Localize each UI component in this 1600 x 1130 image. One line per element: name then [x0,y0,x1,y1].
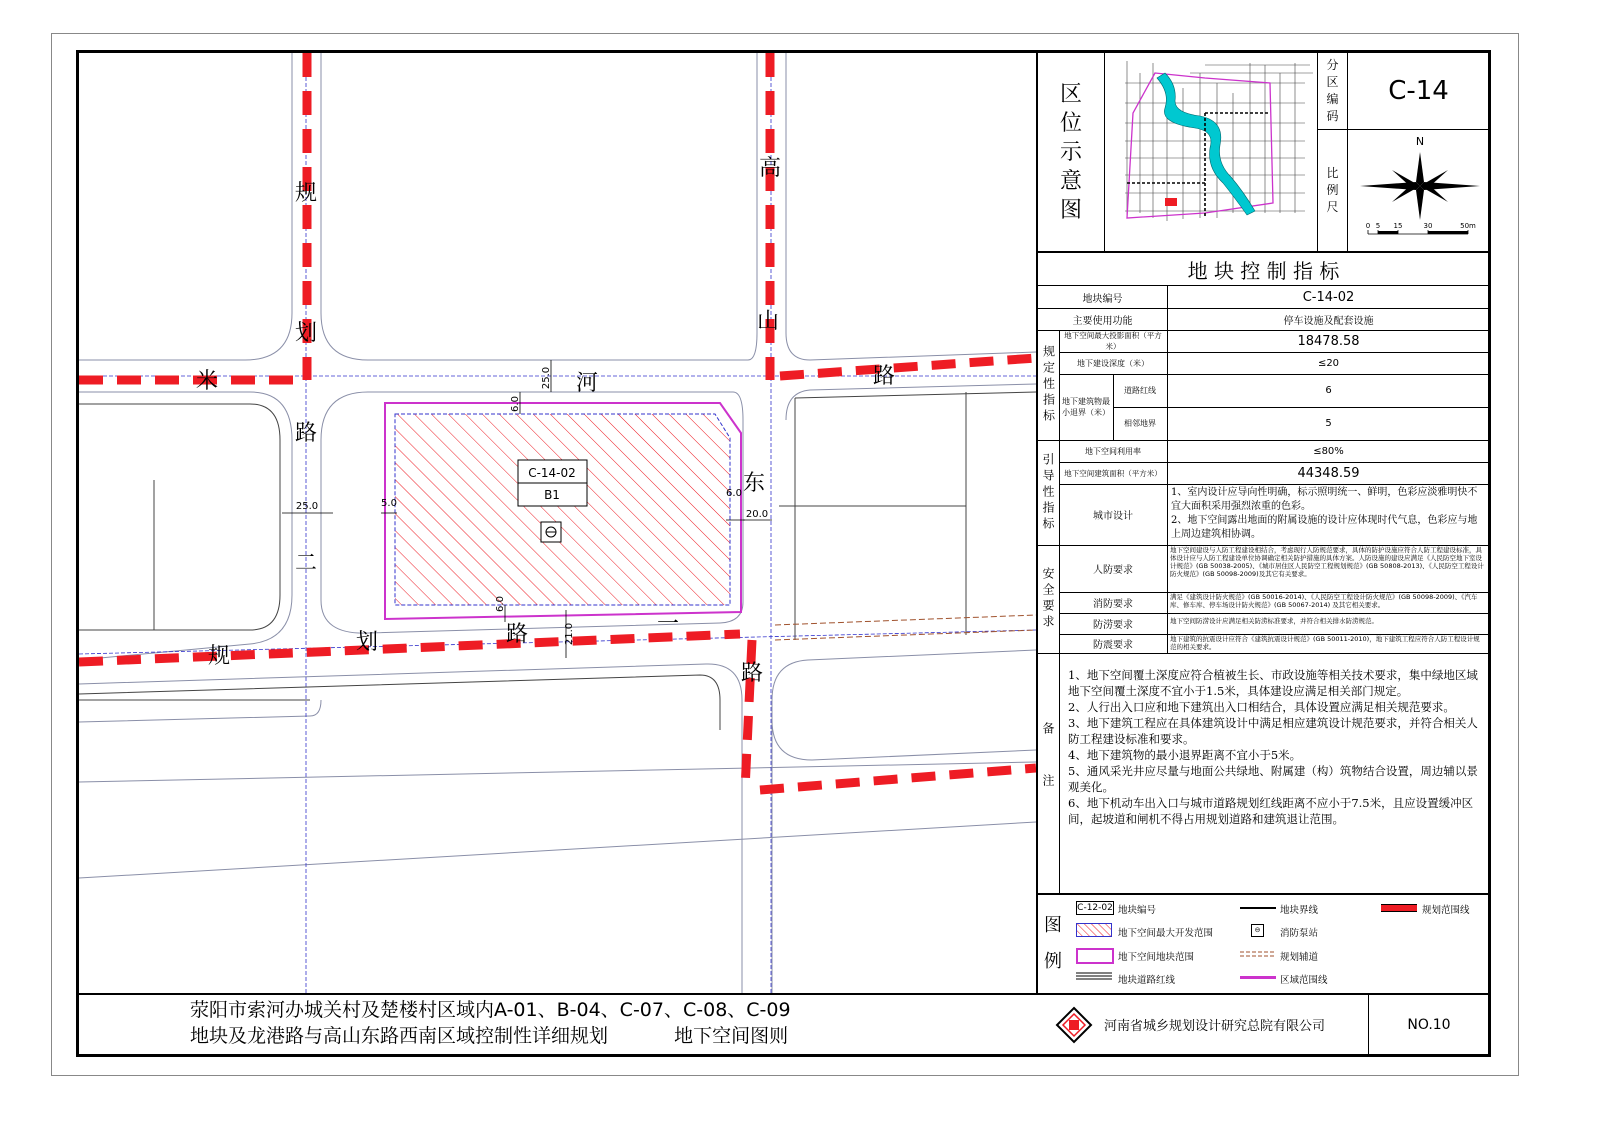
title-line-2 [190,1023,1030,1049]
title-line-2-suffix: 地下空间图则 [674,1025,789,1047]
company-block [1038,995,1368,1054]
legend-max-dev: 地下空间最大开发范围 [1118,928,1214,939]
road-label-er: 二 [294,551,318,576]
road-label-he: 河 [575,371,599,396]
road-label-gui-1: 规 [294,181,318,206]
urban-design-label: 城市设计 [1093,511,1133,522]
floor-area-label: 地下空间建筑面积（平方米） [1064,468,1162,478]
legend-boundary: 地块界线 [1280,905,1319,916]
svg-text:0: 0 [1365,222,1371,230]
legend-region: 区域范围线 [1280,975,1328,986]
road-label-lu-3: 路 [740,661,764,686]
road-label-gao: 高 [758,156,782,181]
use-value: 停车设施及配套设施 [1283,315,1374,327]
zone-code-value: C-14 [1348,53,1489,130]
svg-text:5: 5 [1375,222,1381,230]
road-label-hua-2: 划 [355,630,379,655]
legend-plot-range-icon [1076,948,1114,964]
floor-area-value: 44348.59 [1297,465,1360,481]
legend-plot-code-sample: C-12-02 [1077,903,1113,913]
dim-bottom-21: 21.0 [564,622,575,646]
title-block [190,997,1030,1049]
setback-label: 地下建筑物最小退界（米） [1062,397,1110,417]
zone-code-label: 分 区 编 码 [1318,53,1348,130]
scale-label: 比 例 尺 [1318,130,1348,251]
plot-use-label: B1 [544,488,560,502]
road-label-mi: 米 [195,369,219,394]
location-title: 区 位 示 意 图 [1038,53,1105,251]
max-development-area [395,414,730,605]
note-item: 2、人行出入口应和地下建筑出入口相结合，具体设置应满足相关规范要求。 [1068,700,1455,714]
legend-road-red: 地块道路红线 [1118,975,1176,986]
area-label: 地下空间最大投影面积（平方米） [1064,331,1162,351]
dim-top-6: 6.0 [510,396,521,412]
flood-text: 地下空间防涝设计应满足相关防涝标准要求，并符合相关排水防涝规范。 [1170,617,1378,625]
use-label: 主要使用功能 [1072,315,1133,327]
legend-title: 图 例 [1044,915,1062,972]
legend-plan-range: 规划范围线 [1422,905,1470,916]
fire-label: 消防要求 [1093,599,1133,610]
legend-aux-road-icon [1240,950,1276,958]
legend-plot-range: 地下空间地块范围 [1118,952,1195,963]
sheet-number: NO.10 [1407,1016,1451,1033]
utilization-label: 地下空间利用率 [1085,446,1141,456]
group-notes: 备注 [1041,721,1055,826]
legend-aux-road: 规划辅道 [1280,952,1319,963]
depth-label: 地下建设深度（米） [1077,358,1149,368]
notes-list [1068,667,1478,889]
utilization-value: ≤80% [1313,445,1344,457]
note-item: 4、地下建筑物的最小退界距离不宜小于5米。 [1068,748,1302,762]
legend-plan-range-icon [1381,904,1417,912]
quake-text: 地下建筑的抗震设计应符合《建筑抗震设计规范》(GB 50011-2010)，地下建筑工程应符合人防工程设计规范的相关要求。 [1170,635,1480,651]
aux-roads [775,615,1036,640]
legend [1068,895,1489,993]
legend-max-dev-icon [1076,923,1112,937]
location-map-svg [1105,53,1317,251]
svg-text:50m: 50m [1460,222,1476,230]
depth-value: ≤20 [1317,357,1340,369]
road-label-lu-4: 路 [872,364,896,389]
road-label-dong: 东 [742,471,766,496]
legend-road-red-icon [1076,971,1112,981]
plot-no-label: 地块编号 [1082,293,1123,305]
note-item: 6、地下机动车出入口与城市道路规划红线距离不应小于7.5米，且应设置缓冲区间，起坡道和闸机不得占用规划道路和建筑退让范围。 [1068,796,1474,826]
svg-text:15: 15 [1393,222,1403,230]
company-logo-icon [1054,1005,1094,1045]
note-item: 3、地下建筑工程应在具体建筑设计中满足相应建筑设计规范要求，并符合相关人防工程建设标准和要求。 [1068,716,1478,746]
svg-text:30: 30 [1423,222,1433,230]
company-name: 河南省城乡规划设计研究总院有限公司 [1104,1019,1326,1034]
legend-boundary-icon [1240,907,1276,909]
road-label-hua-1: 划 [294,321,318,346]
legend-pump: 消防泵站 [1280,928,1319,939]
urban-design-text: 1、室内设计应导向性明确，标示照明统一、鲜明，色彩应淡雅明快不宜大面积采用强烈浓重的色彩。 2、地下空间露出地面的附属设施的设计应体现时代气息，色彩应与地上周边建筑相协调。 [1171,487,1478,540]
location-block [1038,53,1489,251]
svg-text:N: N [1415,135,1425,148]
setback-plot-label: 相邻地界 [1124,419,1156,428]
compass-scale [1348,130,1489,251]
note-item: 5、通风采光井应尽量与地面公共绿地、附属建（构）筑物结合设置，周边辅以景观美化。 [1068,764,1478,794]
note-item: 1、地下空间覆土深度应符合植被生长、市政设施等相关技术要求，集中绿地区域地下空间覆土深度不宜小于1.5米，具体建设应满足相关部门规定。 [1068,668,1478,698]
setback-road-label: 道路红线 [1124,386,1156,395]
dim-left-25: 25.0 [295,501,319,512]
legend-region-icon [1240,976,1276,979]
legend-pump-icon: ⊖ [1251,924,1264,937]
plot-code-label: C-14-02 [528,466,576,480]
road-label-lu-1: 路 [294,421,318,446]
dim-bottom-6: 6.0 [495,596,506,612]
group-safety: 安全要求 [1041,567,1055,631]
compass-icon [1348,130,1489,251]
group-regulatory: 规定性指标 [1041,345,1056,425]
fire-text: 满足《建筑设计防火规范》(GB 50016-2014)、《人民防空工程设计防火规范》(GB 50098-2009)、《汽车库、修车库、停车场设计防火规范》(GB 50067-2014) 及其它相关要求。 [1170,593,1478,609]
area-value: 18478.58 [1297,333,1360,349]
road-label-gui-2: 规 [207,644,231,669]
legend-plot-code: 地块编号 [1118,905,1157,916]
setback-plot-value: 5 [1325,418,1332,429]
plot-no-value: C-14-02 [1302,289,1355,305]
flood-label: 防涝要求 [1093,620,1133,631]
group-guiding: 引导性指标 [1041,452,1055,533]
road-label-lu-2: 路 [505,622,529,647]
road-label-yi: 一 [656,612,680,637]
quake-label: 防震要求 [1093,640,1133,651]
title-line-2-main: 地块及龙港路与高山东路西南区域控制性详细规划 [190,1025,609,1047]
civil-defense-text: 地下空间建设与人防工程建设相结合，考虑现行人防规范要求，具体的防护设施应符合人防工程建设标准，具体设计应与人防工程建设单位协调确定相关防护措施的具体方案。人防设施的建设应满足《人民防空地下室设计规范》(GB 50038-2005)、《城市居住区人民防空工程规划规范》(GB 50808-2013)、《人民防空工程设计防火规范》(GB 50098-2009)及其它有关要求。 [1170,546,1484,578]
dim-top-25: 25.0 [541,366,552,390]
indicators-title: 地 块 控 制 指 标 [1038,253,1489,286]
road-label-shan: 山 [756,309,780,334]
dim-left-5: 5.0 [381,498,397,509]
civil-defense-label: 人防要求 [1093,565,1133,576]
setback-road-value: 6 [1325,385,1332,396]
site-map [79,53,1036,994]
title-line-1: 荥阳市索河办城关村及楚楼村区域内A-01、B-04、C-07、C-08、C-09 [190,999,791,1021]
location-map [1105,53,1318,251]
dim-right-20: 20.0 [745,509,769,520]
dim-right-6: 6.0 [726,488,742,499]
